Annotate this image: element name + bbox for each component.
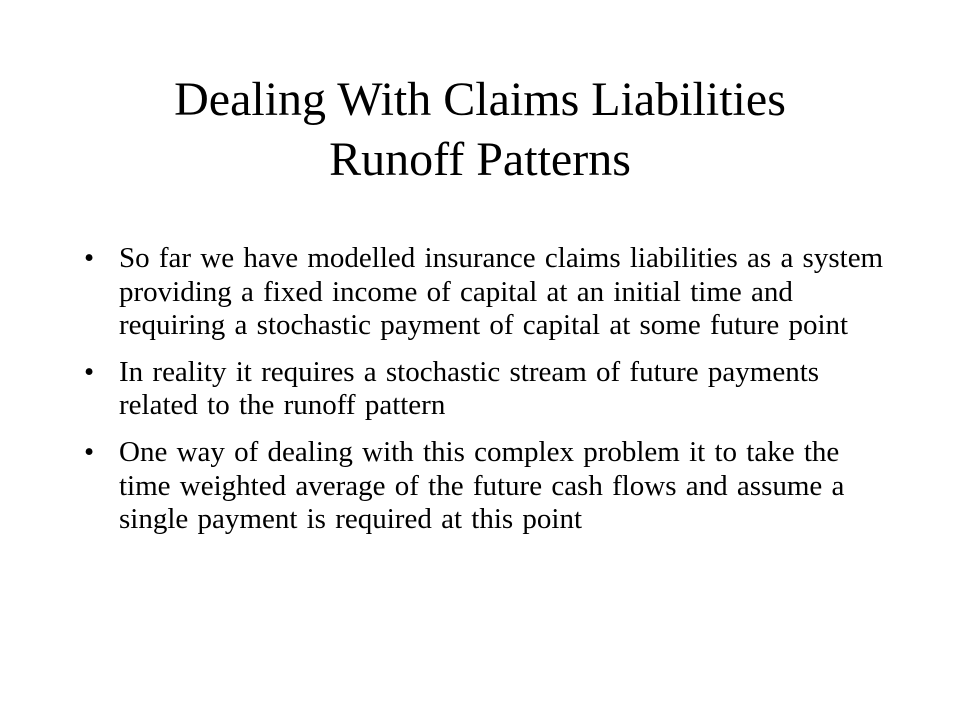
bullet-text-2: In reality it requires a stochastic stream of future payments related to the runoff pattern (119, 355, 820, 422)
bullet-item-3 (84, 436, 884, 537)
bullet-text-1: So far we have modelled insurance claims liabilities as a system providing a fixed income of capital at an initial time and requiring a stochastic payment of capital at some future point (119, 242, 884, 342)
bullet-item-2 (84, 356, 884, 423)
slide-title-line-1: Dealing With Claims Liabilities (174, 73, 786, 126)
bullet-list (84, 242, 884, 550)
bullet-item-1 (84, 242, 884, 343)
bullet-marker-icon: • (84, 242, 95, 274)
bullet-marker-icon: • (84, 355, 95, 388)
bullet-text-3: One way of dealing with this complex problem it to take the time weighted average of the future cash flows and assume a single payment is required at this point (119, 435, 845, 536)
slide-title-line-2: Runoff Patterns (329, 133, 631, 186)
bullet-marker-icon: • (84, 435, 95, 468)
slide-title (40, 70, 920, 190)
